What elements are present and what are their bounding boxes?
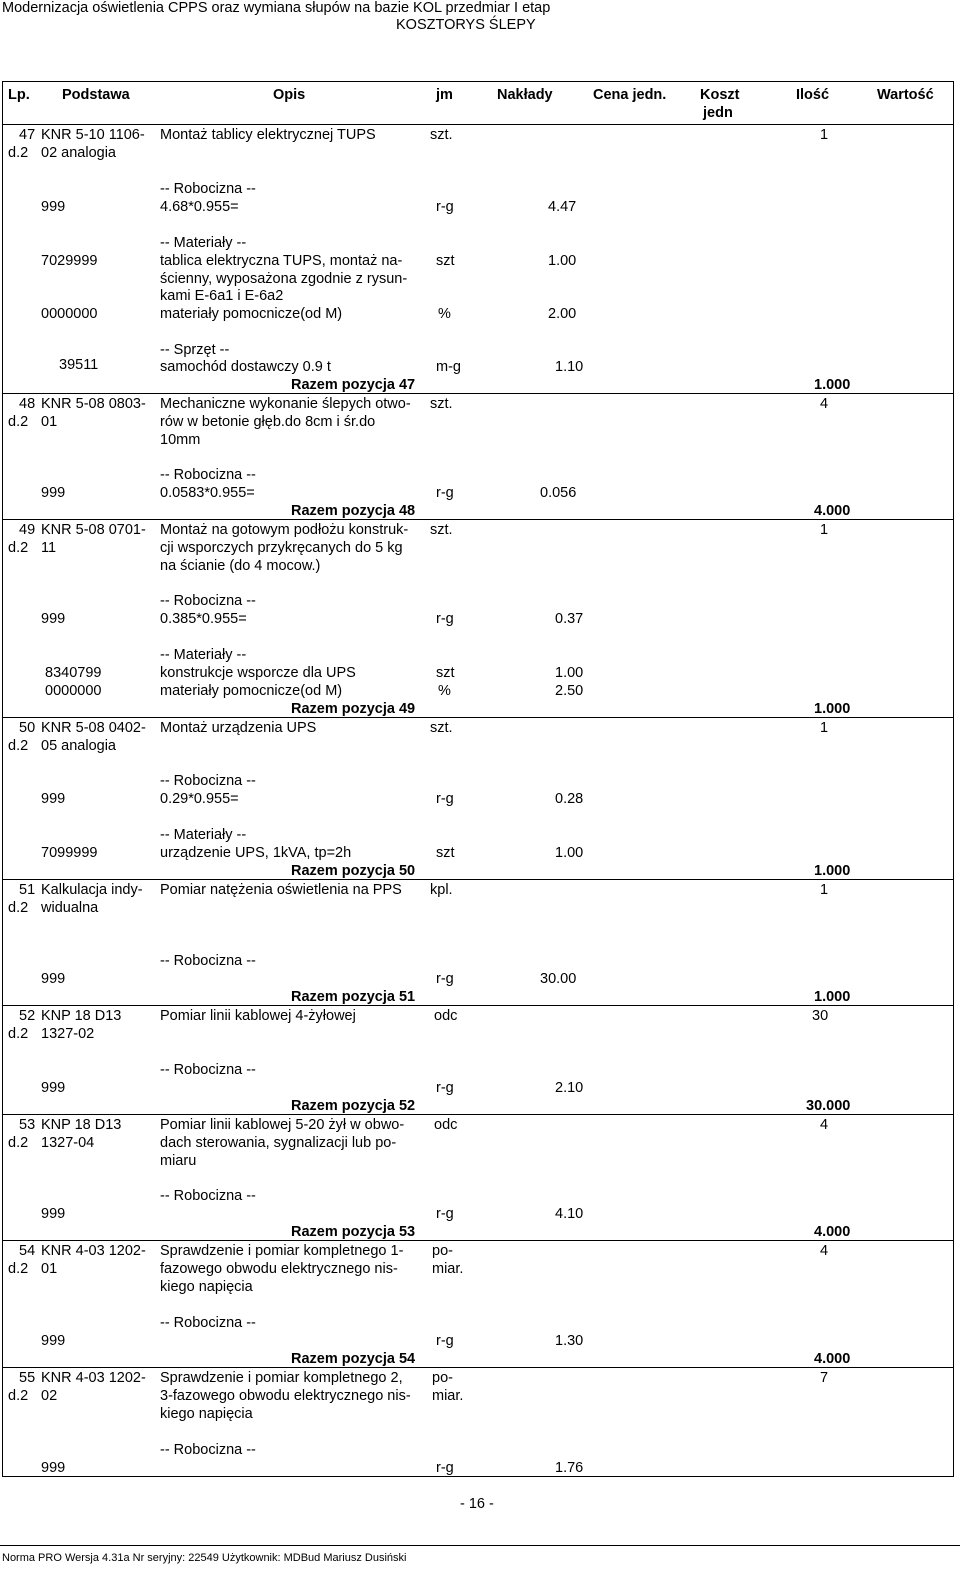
row-podstawa: KNP 18 D13	[41, 1008, 122, 1024]
row-naklady: 4.47	[548, 199, 577, 215]
total-label: Razem pozycja 52	[291, 1098, 416, 1114]
row-podstawa: KNR 5-08 0402-	[41, 720, 146, 736]
row-opis: Montaż tablicy elektrycznej TUPS	[160, 127, 376, 143]
row-jm: r-g	[436, 1333, 454, 1349]
row-lp-sub: d.2	[8, 738, 29, 754]
section-label: -- Robocizna --	[160, 1188, 256, 1204]
section-label: -- Robocizna --	[160, 1442, 256, 1458]
total-value: 4.000	[814, 1351, 851, 1367]
row-naklady: 1.00	[548, 253, 577, 269]
row-opis-line3: kiego napięcia	[160, 1279, 253, 1295]
row-lp: 50	[19, 720, 36, 736]
total-label: Razem pozycja 54	[291, 1351, 416, 1367]
row-opis-line2: ścienny, wyposażona zgodnie z rysun-	[160, 271, 408, 287]
row-opis-line2: fazowego obwodu elektrycznego nis-	[160, 1261, 398, 1277]
row-podstawa: KNR 5-10 1106-	[41, 127, 145, 143]
row-lp-sub: d.2	[8, 1261, 29, 1277]
row-ilosc: 7	[820, 1370, 829, 1386]
row-opis-line2: cji wsporczych przykręcanych do 5 kg	[160, 540, 403, 556]
row-podstawa-line2: 02 analogia	[41, 145, 116, 161]
total-value: 1.000	[814, 377, 851, 393]
header-bottom-border	[2, 124, 954, 125]
row-opis: Pomiar linii kablowej 4-żyłowej	[160, 1008, 356, 1024]
table-left-border-full	[2, 81, 3, 1477]
section-label: -- Materiały --	[160, 647, 247, 663]
footer-divider	[0, 1545, 960, 1546]
row-ilosc: 1	[820, 127, 829, 143]
row-jm: szt	[436, 665, 455, 681]
row-code: 999	[41, 791, 66, 807]
row-lp: 54	[19, 1243, 36, 1259]
row-jm: po-	[432, 1370, 453, 1386]
row-opis-line2: rów w betonie głęb.do 8cm i śr.do	[160, 414, 376, 430]
row-jm: r-g	[436, 611, 454, 627]
col-wartosc: Wartość	[877, 87, 934, 103]
row-jm: r-g	[436, 199, 454, 215]
section-label: -- Robocizna --	[160, 467, 256, 483]
row-podstawa: KNR 4-03 1202-	[41, 1243, 146, 1259]
row-lp-sub: d.2	[8, 1026, 29, 1042]
row-opis: materiały pomocnicze(od M)	[160, 306, 343, 322]
row-ilosc: 1	[820, 720, 829, 736]
row-jm: r-g	[436, 791, 454, 807]
row-code: 0000000	[45, 683, 102, 699]
col-koszt-line2: jedn	[703, 105, 733, 121]
row-jm: szt.	[430, 396, 453, 412]
row-ilosc: 4	[820, 1243, 829, 1259]
row-podstawa-line2: 02	[41, 1388, 58, 1404]
col-lp: Lp.	[8, 87, 30, 103]
row-lp: 55	[19, 1370, 36, 1386]
col-podstawa: Podstawa	[62, 87, 130, 103]
section-label: -- Robocizna --	[160, 1062, 256, 1078]
row-opis-line3: miaru	[160, 1153, 197, 1169]
row-jm-line2: miar.	[432, 1261, 464, 1277]
col-cena: Cena jedn.	[593, 87, 667, 103]
section-label: -- Robocizna --	[160, 1315, 256, 1331]
row-jm: po-	[432, 1243, 453, 1259]
row-divider	[2, 393, 954, 394]
row-jm: odc	[434, 1008, 458, 1024]
row-opis: materiały pomocnicze(od M)	[160, 683, 343, 699]
row-code: 39511	[59, 357, 99, 373]
row-opis: 0.385*0.955=	[160, 611, 247, 627]
row-ilosc: 1	[820, 522, 829, 538]
row-jm: r-g	[436, 1080, 454, 1096]
row-code: 999	[41, 1333, 66, 1349]
section-label: -- Robocizna --	[160, 593, 256, 609]
total-value: 4.000	[814, 503, 851, 519]
row-code: 999	[41, 1080, 66, 1096]
row-jm: szt.	[430, 127, 453, 143]
document-subtitle: KOSZTORYS ŚLEPY	[396, 17, 536, 33]
row-opis: urządzenie UPS, 1kVA, tp=2h	[160, 845, 352, 861]
row-naklady: 2.50	[555, 683, 584, 699]
row-opis: 0.0583*0.955=	[160, 485, 255, 501]
row-jm: r-g	[436, 485, 454, 501]
col-koszt: Koszt	[700, 87, 740, 103]
row-naklady: 2.10	[555, 1080, 584, 1096]
row-podstawa: KNR 4-03 1202-	[41, 1370, 146, 1386]
row-code: 999	[41, 611, 66, 627]
row-podstawa: Kalkulacja indy-	[41, 882, 143, 898]
row-opis: Mechaniczne wykonanie ślepych otwo-	[160, 396, 411, 412]
row-lp-sub: d.2	[8, 1388, 29, 1404]
row-jm: r-g	[436, 1460, 454, 1476]
row-ilosc: 30	[812, 1008, 829, 1024]
col-opis: Opis	[273, 87, 306, 103]
row-opis: Pomiar natężenia oświetlenia na PPS	[160, 882, 402, 898]
total-value: 1.000	[814, 863, 851, 879]
row-podstawa-line2: 1327-04	[41, 1135, 95, 1151]
row-podstawa: KNP 18 D13	[41, 1117, 122, 1133]
col-ilosc: Ilość	[796, 87, 830, 103]
row-opis: Sprawdzenie i pomiar kompletnego 1-	[160, 1243, 404, 1259]
row-lp: 47	[19, 127, 36, 143]
total-label: Razem pozycja 47	[291, 377, 416, 393]
row-divider	[2, 717, 954, 718]
row-naklady: 0.056	[540, 485, 577, 501]
row-opis-line2: 3-fazowego obwodu elektrycznego nis-	[160, 1388, 411, 1404]
row-lp-sub: d.2	[8, 414, 29, 430]
row-lp-sub: d.2	[8, 900, 29, 916]
row-lp: 52	[19, 1008, 36, 1024]
row-podstawa-line2: widualna	[41, 900, 99, 916]
total-label: Razem pozycja 49	[291, 701, 416, 717]
row-divider	[2, 1114, 954, 1115]
row-opis-line3: kami E-6a1 i E-6a2	[160, 288, 284, 304]
row-opis: Pomiar linii kablowej 5-20 żył w obwo-	[160, 1117, 405, 1133]
row-opis: 4.68*0.955=	[160, 199, 239, 215]
section-label: -- Materiały --	[160, 235, 247, 251]
row-naklady: 0.28	[555, 791, 584, 807]
row-code: 999	[41, 1460, 66, 1476]
section-label: -- Robocizna --	[160, 181, 256, 197]
row-jm: szt	[436, 253, 455, 269]
total-value: 4.000	[814, 1224, 851, 1240]
total-value: 30.000	[806, 1098, 851, 1114]
row-podstawa-line2: 11	[41, 540, 57, 556]
row-code: 7029999	[41, 253, 98, 269]
table-right-border	[953, 81, 954, 1477]
row-code: 999	[41, 485, 66, 501]
row-opis-line3: kiego napięcia	[160, 1406, 253, 1422]
row-jm: szt.	[430, 720, 453, 736]
col-jm: jm	[436, 87, 453, 103]
row-naklady: 4.10	[555, 1206, 584, 1222]
total-value: 1.000	[814, 989, 851, 1005]
total-label: Razem pozycja 53	[291, 1224, 416, 1240]
row-jm: %	[438, 683, 451, 699]
row-opis: tablica elektryczna TUPS, montaż na-	[160, 253, 403, 269]
row-divider	[2, 1367, 954, 1368]
row-opis: 0.29*0.955=	[160, 791, 239, 807]
row-jm: kpl.	[430, 882, 453, 898]
row-podstawa-line2: 05 analogia	[41, 738, 116, 754]
total-label: Razem pozycja 48	[291, 503, 416, 519]
row-podstawa: KNR 5-08 0701-	[41, 522, 146, 538]
row-code: 7099999	[41, 845, 98, 861]
row-lp: 49	[19, 522, 36, 538]
page-number: - 16 -	[460, 1496, 494, 1512]
row-podstawa-line2: 01	[41, 414, 58, 430]
row-opis-line3: na ścianie (do 4 mocow.)	[160, 558, 321, 574]
row-naklady: 0.37	[555, 611, 584, 627]
row-jm: odc	[434, 1117, 458, 1133]
row-opis: konstrukcje wsporcze dla UPS	[160, 665, 356, 681]
row-jm: m-g	[436, 359, 461, 375]
row-divider	[2, 1240, 954, 1241]
row-lp-sub: d.2	[8, 145, 29, 161]
row-opis-line3: 10mm	[160, 432, 201, 448]
total-label: Razem pozycja 50	[291, 863, 416, 879]
row-jm-line2: miar.	[432, 1388, 464, 1404]
row-code: 8340799	[45, 665, 102, 681]
row-lp-sub: d.2	[8, 1135, 29, 1151]
col-naklady: Nakłady	[497, 87, 553, 103]
row-jm: szt	[436, 845, 455, 861]
row-naklady: 2.00	[548, 306, 577, 322]
row-podstawa: KNR 5-08 0803-	[41, 396, 146, 412]
row-opis: Sprawdzenie i pomiar kompletnego 2,	[160, 1370, 403, 1386]
total-value: 1.000	[814, 701, 851, 717]
row-opis: Montaż na gotowym podłożu konstruk-	[160, 522, 409, 538]
row-podstawa-line2: 1327-02	[41, 1026, 95, 1042]
row-jm: r-g	[436, 971, 454, 987]
table-top-border	[2, 81, 954, 82]
row-code: 999	[41, 971, 66, 987]
row-opis: Montaż urządzenia UPS	[160, 720, 317, 736]
row-lp: 53	[19, 1117, 36, 1133]
total-label: Razem pozycja 51	[291, 989, 416, 1005]
row-code: 999	[41, 1206, 66, 1222]
row-naklady: 1.00	[555, 665, 584, 681]
row-jm: r-g	[436, 1206, 454, 1222]
document-title: Modernizacja oświetlenia CPPS oraz wymiana słupów na bazie KOL przedmiar I etap	[2, 0, 551, 16]
row-code: 999	[41, 199, 66, 215]
row-ilosc: 4	[820, 1117, 829, 1133]
section-label: -- Robocizna --	[160, 773, 256, 789]
row-jm: %	[438, 306, 451, 322]
row-divider	[2, 519, 954, 520]
row-jm: szt.	[430, 522, 453, 538]
row-opis-line2: dach sterowania, sygnalizacji lub po-	[160, 1135, 397, 1151]
row-naklady: 1.30	[555, 1333, 584, 1349]
row-lp-sub: d.2	[8, 540, 29, 556]
row-code: 0000000	[41, 306, 98, 322]
table-bottom-border	[2, 1476, 954, 1477]
row-naklady: 30.00	[540, 971, 577, 987]
row-lp: 48	[19, 396, 36, 412]
section-label: -- Sprzęt --	[160, 342, 230, 358]
row-lp: 51	[19, 882, 36, 898]
row-divider	[2, 879, 954, 880]
row-opis: samochód dostawczy 0.9 t	[160, 359, 331, 375]
row-podstawa-line2: 01	[41, 1261, 58, 1277]
row-ilosc: 1	[820, 882, 829, 898]
row-ilosc: 4	[820, 396, 829, 412]
section-label: -- Materiały --	[160, 827, 247, 843]
row-naklady: 1.00	[555, 845, 584, 861]
footer-text: Norma PRO Wersja 4.31a Nr seryjny: 22549 Użytkownik: MDBud Mariusz Dusiński	[2, 1552, 407, 1564]
row-naklady: 1.76	[555, 1460, 584, 1476]
row-naklady: 1.10	[555, 359, 584, 375]
section-label: -- Robocizna --	[160, 953, 256, 969]
row-divider	[2, 1005, 954, 1006]
